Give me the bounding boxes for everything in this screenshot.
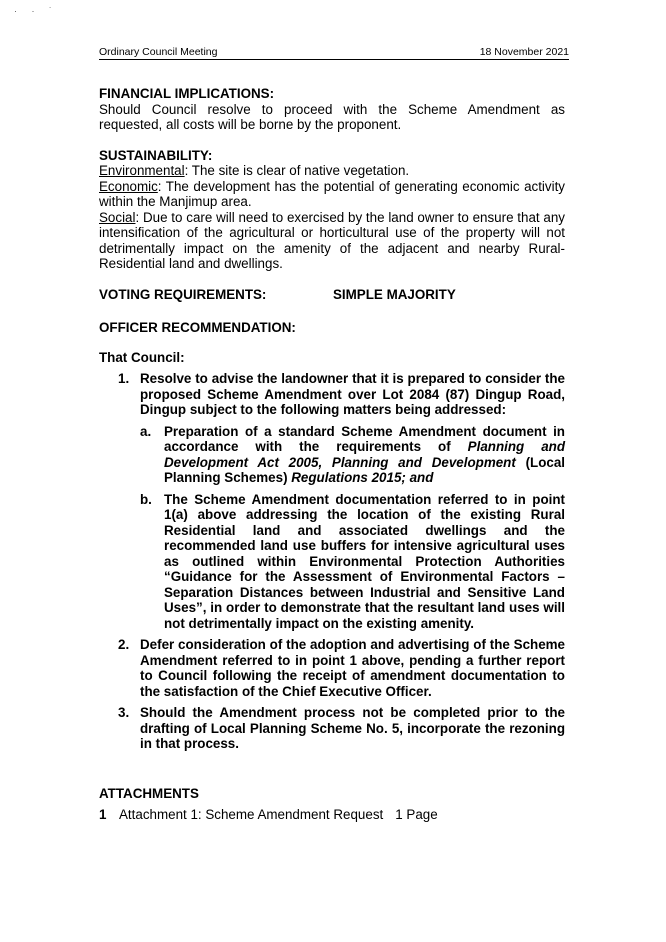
financial-heading: FINANCIAL IMPLICATIONS:	[99, 86, 275, 101]
sub-b-text: The Scheme Amendment documentation referred to in point 1(a) above addressing the location of the existing Rural Residential land and associated dwellings and the recommended land use buffers for intensive agricultural uses as outlined within Environmental Protection Authorities “Guidance for the Assessment of Environmental Factors – Separation Distances between Industrial and Sensitive Land Uses”, in order to demonstrate that the resultant land uses will not detrimentally impact on the existing amenity.	[164, 491, 565, 631]
sub-a-text-2: (Local Planning Schemes)	[164, 454, 566, 485]
sub-letter: b.	[140, 491, 152, 507]
environmental-paragraph	[99, 163, 565, 179]
sub-item-b	[140, 492, 565, 632]
voting-value: SIMPLE MAJORITY	[333, 286, 456, 302]
sub-item-a	[140, 424, 565, 486]
sub-letter: a.	[140, 423, 152, 439]
sub-a-act-title: Planning and Development Act 2005, Planning and Development	[164, 439, 565, 470]
item-number: 2.	[118, 637, 130, 652]
recommendation-list	[99, 371, 565, 752]
recommendation-item-3	[99, 705, 565, 752]
social-label: Social	[99, 209, 136, 225]
page-header	[99, 44, 569, 60]
attachment-row	[99, 807, 565, 823]
sub-a-text-1: Preparation of a standard Scheme Amendment document in accordance with the requirements of	[164, 423, 565, 454]
social-text: : Due to care will need to exercised by the land owner to ensure that any intensification of the agricultural or horticultural use of the property will not detrimentally impact on the amenity of the adjacent and nearby Rural-Residential land and dwellings.	[99, 209, 565, 271]
economic-label: Economic	[99, 178, 158, 194]
item-number: 3.	[118, 705, 130, 720]
environmental-text: : The site is clear of native vegetation.	[184, 163, 410, 178]
attachment-pages: 1 Page	[395, 807, 438, 822]
sub-a-regulations: Regulations 2015; and	[291, 470, 434, 485]
recommendation-intro: That Council:	[99, 349, 185, 365]
economic-paragraph	[99, 179, 565, 210]
attachment-title[interactable]: Attachment 1: Scheme Amendment Request	[119, 807, 384, 822]
recommendation-heading: OFFICER RECOMMENDATION:	[99, 320, 296, 335]
meeting-date: 18 November 2021	[479, 46, 569, 58]
environmental-label: Environmental	[99, 163, 185, 178]
attachments-heading: ATTACHMENTS	[99, 785, 199, 801]
item-text: Should the Amendment process not be completed prior to the drafting of Local Planning Scheme No. 5, incorporate the rezoning in that process.	[140, 705, 565, 751]
financial-text: Should Council resolve to proceed with the Scheme Amendment as requested, all costs will be borne by the proponent.	[99, 101, 565, 132]
sustainability-heading: SUSTAINABILITY:	[99, 147, 213, 163]
economic-text: : The development has the potential of generating economic activity within the Manjimup area.	[99, 178, 565, 209]
item-text: Defer consideration of the adoption and advertising of the Scheme Amendment referred to in point 1 above, pending a further report to Council following the receipt of amendment documentation to the satisfaction of the Chief Executive Officer.	[140, 637, 565, 699]
item-number: 1.	[118, 371, 130, 386]
meeting-name: Ordinary Council Meeting	[99, 46, 218, 58]
attachment-number: 1	[99, 807, 107, 822]
recommendation-item-2	[99, 637, 565, 699]
voting-label: VOTING REQUIREMENTS:	[99, 286, 267, 302]
scan-specks: · · ˙	[14, 6, 58, 16]
social-paragraph	[99, 210, 565, 272]
document-body	[99, 86, 565, 823]
recommendation-item-1	[99, 371, 565, 631]
item-text: Resolve to advise the landowner that it is prepared to consider the proposed Scheme Amendment over Lot 2084 (87) Dingup Road, Dingup subject to the following matters being addressed:	[140, 371, 565, 417]
voting-requirements	[99, 287, 565, 303]
